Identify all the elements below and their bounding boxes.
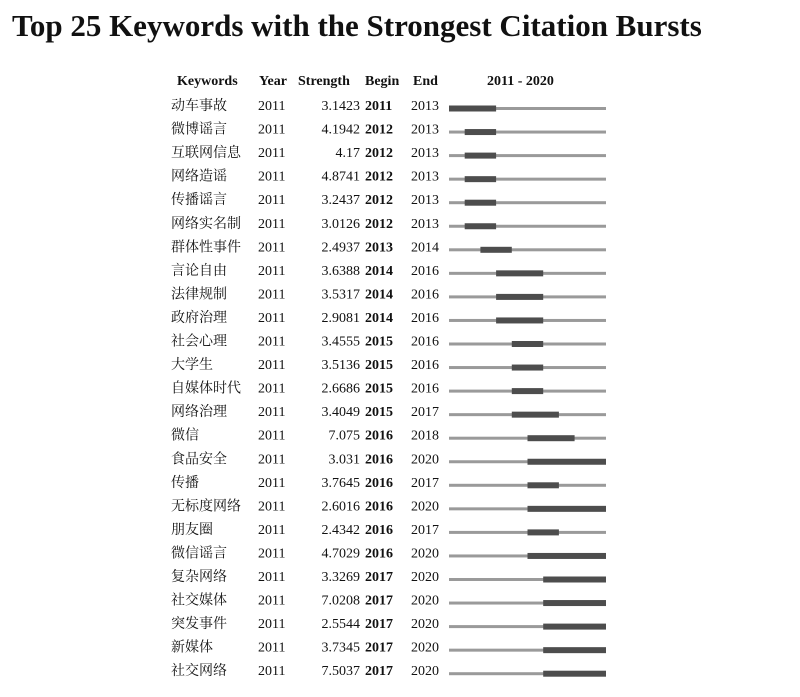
keyword-label: 大学生 [171, 358, 213, 374]
keyword-label: 传播 [171, 475, 199, 491]
keyword-label: 言论自由 [171, 263, 227, 279]
keyword-label: 微博谣言 [171, 122, 227, 138]
begin-value: 2017 [365, 570, 393, 585]
header-keywords: Keywords [177, 74, 238, 89]
end-value: 2020 [411, 452, 439, 468]
strength-value: 2.9081 [321, 310, 360, 326]
end-value: 2016 [411, 358, 439, 374]
strength-value: 7.075 [328, 428, 360, 444]
begin-value: 2016 [365, 428, 393, 444]
begin-value: 2016 [365, 522, 393, 538]
keyword-label: 突发事件 [171, 617, 227, 633]
end-value: 2017 [411, 475, 439, 491]
begin-value: 2012 [365, 216, 393, 232]
year-value: 2011 [258, 664, 286, 680]
burst-segment [543, 600, 606, 606]
end-value: 2017 [411, 522, 439, 538]
burst-segment [496, 270, 543, 276]
burst-segment [465, 223, 496, 229]
end-value: 2013 [411, 146, 439, 162]
keyword-label: 政府治理 [171, 310, 227, 326]
keyword-label: 网络实名制 [171, 216, 241, 232]
strength-value: 7.0208 [321, 593, 360, 609]
year-value: 2011 [258, 381, 286, 397]
end-value: 2020 [411, 499, 439, 515]
burst-segment [465, 153, 496, 159]
header-range: 2011 - 2020 [487, 74, 554, 89]
begin-value: 2012 [365, 146, 393, 162]
strength-value: 3.0126 [321, 216, 360, 232]
strength-value: 4.17 [335, 146, 360, 162]
year-value: 2011 [258, 334, 286, 350]
year-value: 2011 [258, 522, 286, 538]
year-value: 2011 [258, 310, 286, 326]
strength-value: 3.7645 [321, 475, 360, 491]
year-value: 2011 [258, 452, 286, 468]
year-value: 2011 [258, 240, 286, 256]
end-value: 2013 [411, 99, 439, 114]
begin-value: 2016 [365, 475, 393, 491]
year-value: 2011 [258, 169, 286, 185]
keyword-label: 社交媒体 [171, 593, 227, 609]
year-value: 2011 [258, 216, 286, 232]
strength-value: 3.5317 [321, 287, 360, 303]
strength-value: 2.6686 [321, 381, 360, 397]
begin-value: 2015 [365, 405, 393, 421]
strength-value: 2.5544 [321, 617, 360, 633]
strength-value: 4.1942 [321, 122, 360, 138]
burst-segment [528, 529, 559, 535]
end-value: 2016 [411, 287, 439, 303]
keyword-label: 微信 [171, 428, 199, 444]
year-value: 2011 [258, 122, 286, 138]
keyword-label: 群体性事件 [171, 240, 241, 256]
strength-value: 2.4937 [321, 240, 360, 256]
year-value: 2011 [258, 499, 286, 515]
burst-segment [528, 459, 607, 465]
strength-value: 3.031 [328, 452, 360, 468]
begin-value: 2015 [365, 381, 393, 397]
end-value: 2020 [411, 617, 439, 633]
burst-segment [528, 553, 607, 559]
burst-segment [543, 647, 606, 653]
keyword-label: 互联网信息 [171, 146, 241, 162]
burst-segment [449, 106, 496, 112]
burst-segment [512, 388, 543, 394]
keyword-label: 复杂网络 [171, 570, 227, 585]
keyword-label: 社会心理 [171, 334, 227, 350]
burst-segment [496, 317, 543, 323]
burst-segment [528, 506, 607, 512]
end-value: 2018 [411, 428, 439, 444]
begin-value: 2012 [365, 122, 393, 138]
keyword-label: 食品安全 [171, 452, 227, 468]
burst-segment [528, 482, 559, 488]
end-value: 2020 [411, 640, 439, 656]
begin-value: 2012 [365, 169, 393, 185]
keyword-label: 朋友圈 [171, 522, 213, 538]
header-strength: Strength [298, 74, 350, 89]
burst-segment [543, 577, 606, 583]
strength-value: 3.6388 [321, 263, 360, 279]
end-value: 2020 [411, 546, 439, 562]
end-value: 2020 [411, 593, 439, 609]
strength-value: 7.5037 [321, 664, 360, 680]
header-year: Year [259, 74, 287, 89]
begin-value: 2011 [365, 99, 393, 114]
strength-value: 2.6016 [321, 499, 360, 515]
burst-segment [465, 176, 496, 182]
begin-value: 2017 [365, 617, 393, 633]
burst-segment [543, 671, 606, 677]
end-value: 2016 [411, 263, 439, 279]
year-value: 2011 [258, 193, 286, 209]
strength-value: 3.2437 [321, 193, 360, 209]
begin-value: 2012 [365, 193, 393, 209]
begin-value: 2017 [365, 664, 393, 680]
burst-segment [512, 341, 543, 347]
strength-value: 3.4555 [321, 334, 360, 350]
end-value: 2020 [411, 570, 439, 585]
begin-value: 2017 [365, 593, 393, 609]
strength-value: 3.5136 [321, 358, 360, 374]
timeline-track [449, 248, 606, 251]
keyword-label: 动车事故 [171, 99, 227, 114]
end-value: 2013 [411, 216, 439, 232]
header-end: End [413, 74, 438, 89]
begin-value: 2015 [365, 334, 393, 350]
burst-segment [465, 129, 496, 135]
strength-value: 4.7029 [321, 546, 360, 562]
keyword-label: 自媒体时代 [171, 381, 241, 397]
year-value: 2011 [258, 405, 286, 421]
burst-segment [528, 435, 575, 441]
end-value: 2014 [411, 240, 439, 256]
year-value: 2011 [258, 546, 286, 562]
strength-value: 3.4049 [321, 405, 360, 421]
burst-segment [480, 247, 511, 253]
burst-segment [543, 624, 606, 630]
burst-segment [512, 365, 543, 371]
keyword-label: 新媒体 [171, 640, 213, 656]
burst-segment [465, 200, 496, 206]
strength-value: 2.4342 [321, 522, 360, 538]
end-value: 2013 [411, 169, 439, 185]
begin-value: 2013 [365, 240, 393, 256]
strength-value: 4.8741 [321, 169, 360, 185]
begin-value: 2014 [365, 310, 393, 326]
year-value: 2011 [258, 570, 286, 585]
chart-title: Top 25 Keywords with the Strongest Citation Bursts [12, 8, 702, 43]
keyword-label: 传播谣言 [171, 193, 227, 209]
year-value: 2011 [258, 287, 286, 303]
year-value: 2011 [258, 428, 286, 444]
strength-value: 3.7345 [321, 640, 360, 656]
burst-segment [512, 412, 559, 418]
burst-segment [496, 294, 543, 300]
keyword-label: 社交网络 [171, 664, 227, 680]
year-value: 2011 [258, 617, 286, 633]
keyword-label: 网络造谣 [171, 169, 227, 185]
begin-value: 2014 [365, 287, 393, 303]
keyword-label: 微信谣言 [171, 546, 227, 562]
year-value: 2011 [258, 475, 286, 491]
begin-value: 2016 [365, 499, 393, 515]
year-value: 2011 [258, 146, 286, 162]
keyword-label: 法律规制 [171, 287, 227, 303]
end-value: 2020 [411, 664, 439, 680]
year-value: 2011 [258, 593, 286, 609]
strength-value: 3.3269 [321, 570, 360, 585]
end-value: 2016 [411, 334, 439, 350]
header-begin: Begin [365, 74, 400, 89]
end-value: 2016 [411, 310, 439, 326]
end-value: 2013 [411, 122, 439, 138]
year-value: 2011 [258, 99, 286, 114]
strength-value: 3.1423 [321, 99, 360, 114]
end-value: 2017 [411, 405, 439, 421]
begin-value: 2016 [365, 452, 393, 468]
begin-value: 2016 [365, 546, 393, 562]
keyword-label: 网络治理 [171, 405, 227, 421]
keyword-label: 无标度网络 [171, 499, 241, 515]
end-value: 2016 [411, 381, 439, 397]
begin-value: 2015 [365, 358, 393, 374]
year-value: 2011 [258, 358, 286, 374]
begin-value: 2017 [365, 640, 393, 656]
year-value: 2011 [258, 263, 286, 279]
year-value: 2011 [258, 640, 286, 656]
begin-value: 2014 [365, 263, 393, 279]
end-value: 2013 [411, 193, 439, 209]
